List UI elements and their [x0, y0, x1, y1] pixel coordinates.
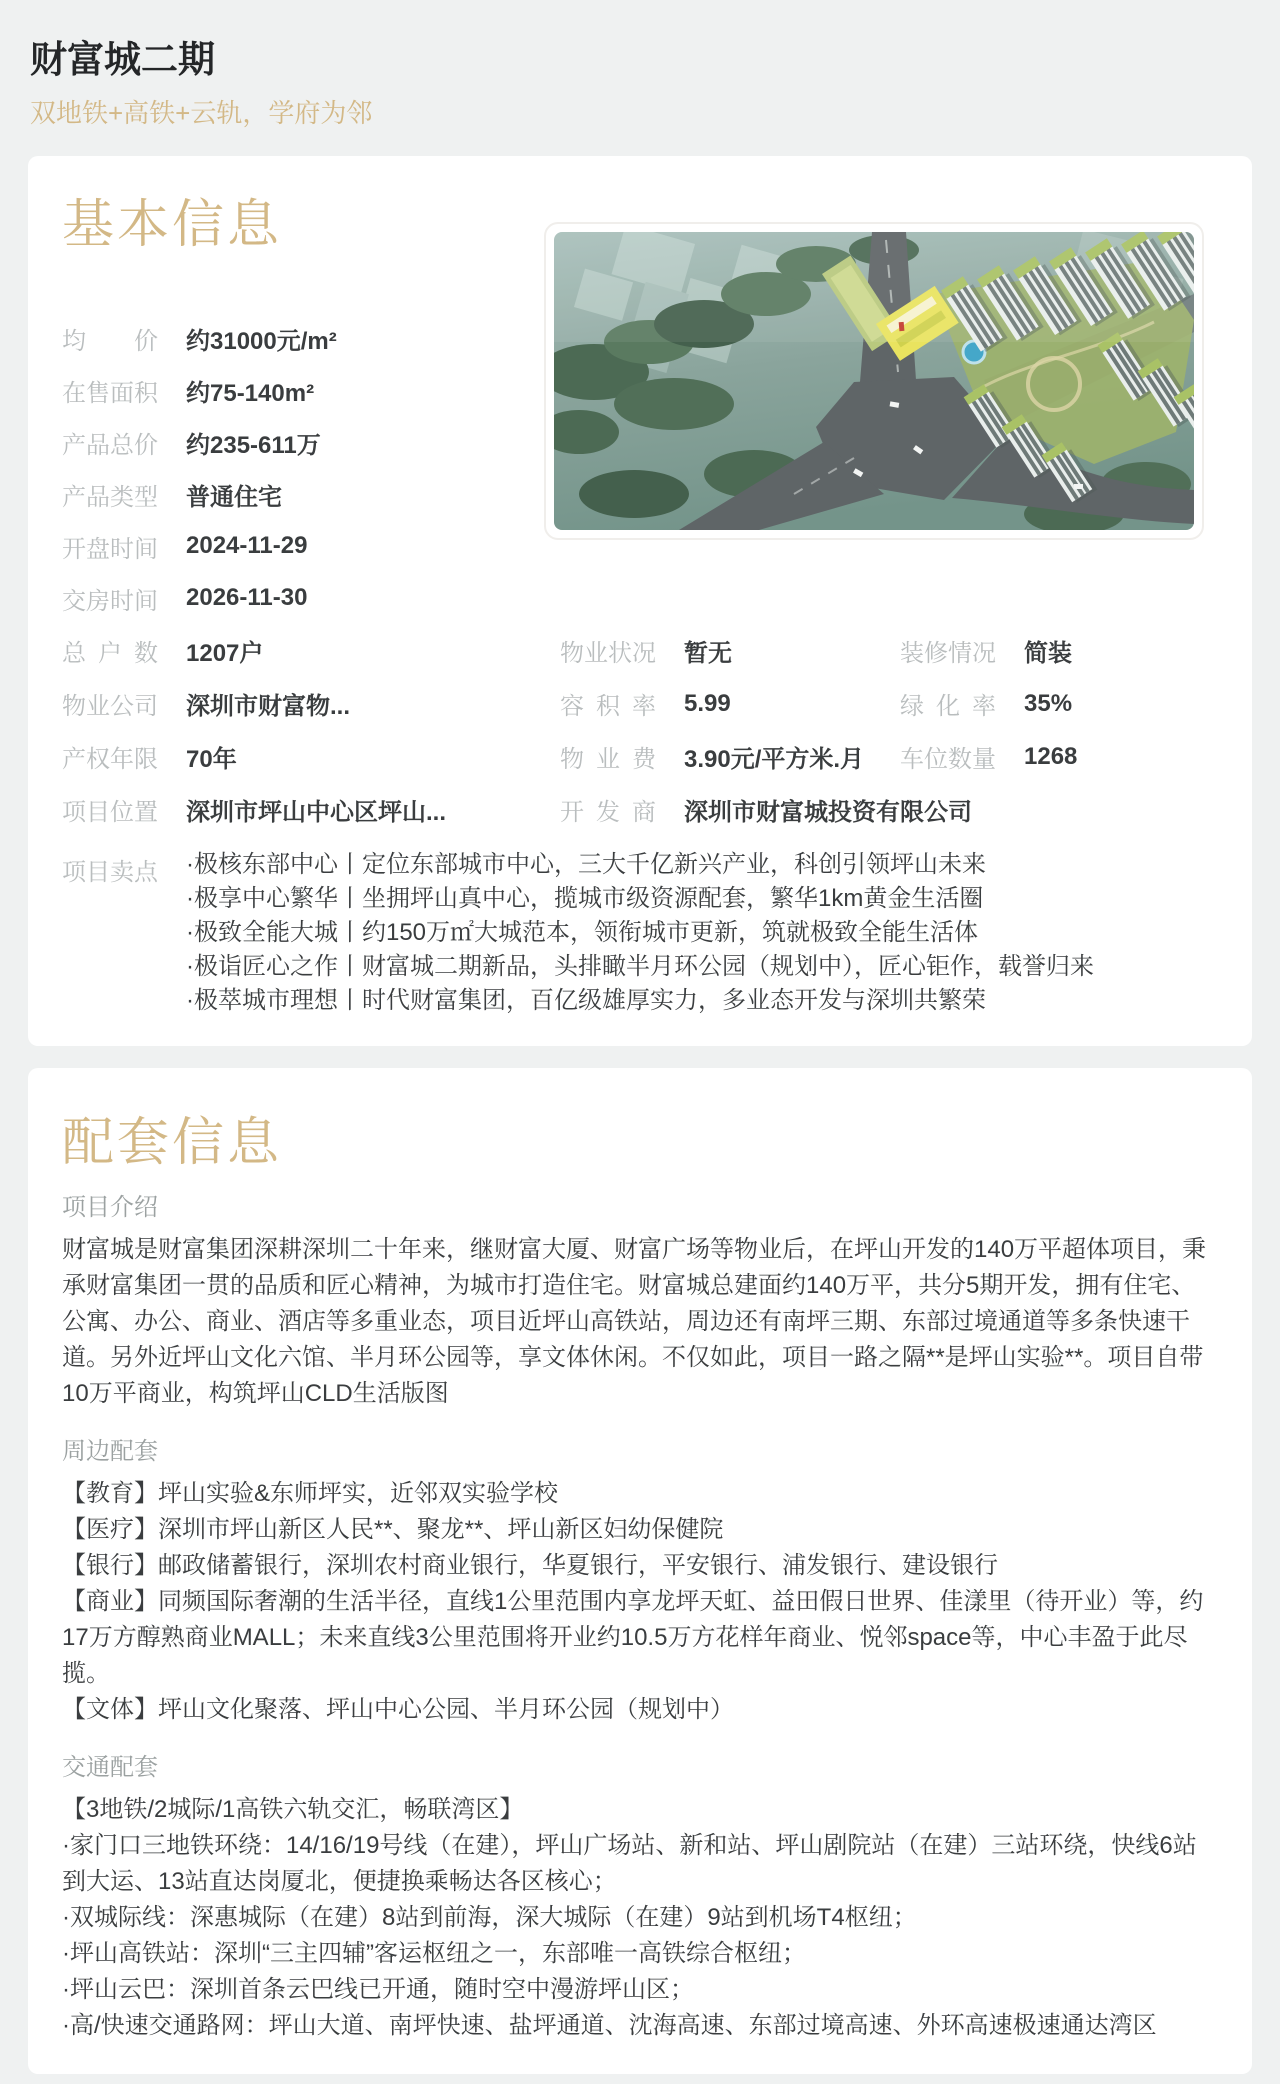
- field-value: 1268: [1024, 742, 1078, 770]
- info-field: [560, 624, 900, 677]
- info-field: [62, 416, 542, 468]
- info-field: [62, 624, 560, 677]
- basic-info-card: [28, 156, 1252, 1046]
- field-label: 物业公司: [62, 693, 158, 720]
- nearby-item: 【教育】坪山实验&东师坪实，近邻双实验学校: [62, 1480, 559, 1507]
- page-header: [0, 0, 1280, 130]
- field-label: 交房时间: [62, 587, 158, 615]
- transport-item: ·坪山云巴：深圳首条云巴线已开通，随时空中漫游坪山区；: [62, 1976, 694, 2003]
- field-label: 绿化率: [900, 693, 996, 720]
- info-field: [900, 730, 1216, 783]
- field-label: 产权年限: [62, 746, 158, 773]
- field-label: 开盘时间: [62, 535, 158, 563]
- transport-item: ·坪山高铁站：深圳“三主四辅”客运枢纽之一，东部唯一高铁综合枢纽；: [62, 1940, 806, 1967]
- selling-point-item: ·极诣匠心之作丨财富城二期新品，头排瞰半月环公园（规划中），匠心钜作，载誉归来: [186, 953, 1094, 980]
- field-value: 35%: [1024, 689, 1073, 717]
- selling-points-label: 项目卖点: [62, 859, 158, 886]
- info-field: [62, 468, 542, 520]
- page-subtitle: 双地铁+高铁+云轨，学府为邻: [30, 98, 373, 128]
- field-label: 开发商: [560, 799, 656, 826]
- nearby-item: 【文体】坪山文化聚落、坪山中心公园、半月环公园（规划中）: [62, 1696, 734, 1723]
- selling-point-item: ·极核东部中心丨定位东部城市中心，三大千亿新兴产业，科创引领坪山未来: [186, 851, 986, 878]
- selling-points-list: [186, 848, 1094, 1018]
- selling-point-item: ·极致全能大城丨约150万㎡大城范本，领衔城市更新，筑就极致全能生活体: [186, 919, 979, 946]
- field-value: 2026-11-30: [186, 584, 308, 611]
- transport-facilities-label: 交通配套: [62, 1754, 158, 1781]
- field-value: 2024-11-29: [186, 532, 308, 559]
- info-field: [560, 783, 1216, 836]
- nearby-item: 【银行】邮政储蓄银行，深圳农村商业银行，华夏银行，平安银行、浦发银行、建设银行: [62, 1552, 998, 1579]
- info-field: [900, 677, 1216, 730]
- basic-info-heading: 基本信息: [62, 196, 283, 254]
- field-value: 深圳市坪山中心区坪山...: [186, 799, 447, 826]
- transport-item: ·双城际线：深惠城际（在建）8站到前海，深大城际（在建）9站到机场T4枢纽；: [62, 1904, 917, 1931]
- field-label: 总户数: [62, 640, 158, 667]
- info-field: [62, 364, 542, 416]
- field-label: 车位数量: [900, 746, 996, 773]
- property-rendering-thumbnail[interactable]: [544, 222, 1204, 540]
- field-value: 深圳市财富物...: [186, 693, 351, 720]
- selling-point-item: ·极萃城市理想丨时代财富集团，百亿级雄厚实力，多业态开发与深圳共繁荣: [186, 987, 986, 1014]
- transport-item: ·高/快速交通路网：坪山大道、南坪快速、盐坪通道、沈海高速、东部过境高速、外环高速极速通达湾区: [62, 2012, 1157, 2039]
- page-title: 财富城二期: [30, 39, 215, 80]
- project-intro-label: 项目介绍: [62, 1194, 158, 1221]
- field-label: 产品总价: [62, 431, 158, 459]
- info-field: [62, 572, 542, 624]
- nearby-facilities-label: 周边配套: [62, 1438, 158, 1465]
- info-field: [560, 730, 900, 783]
- field-label: 装修情况: [900, 640, 996, 667]
- field-value: 5.99: [684, 689, 731, 717]
- selling-point-item: ·极享中心繁华丨坐拥坪山真中心，揽城市级资源配套，繁华1km黄金生活圈: [186, 885, 984, 912]
- nearby-facilities-list: [62, 1476, 1212, 1728]
- info-field: [62, 730, 560, 783]
- project-intro-text: 财富城是财富集团深耕深圳二十年来，继财富大厦、财富广场等物业后，在坪山开发的140万平超体项目，秉承财富集团一贯的品质和匠心精神，为城市打造住宅。财富城总建面约140万平，共分5期开发，拥有住宅、公寓、办公、商业、酒店等多重业态，项目近坪山高铁站，周边还有南坪三期、东部过境通道等多条快速干道。另外近坪山文化六馆、半月环公园等，享文体休闲。不仅如此，项目一路之隔**是坪山实验**。项目自带10万平商业，构筑坪山CLD生活版图: [62, 1236, 1207, 1407]
- field-label: 项目位置: [62, 799, 158, 826]
- info-field: [62, 520, 542, 572]
- field-value: 暂无: [684, 640, 732, 667]
- info-field: [560, 677, 900, 730]
- field-label: 产品类型: [62, 483, 158, 511]
- field-value: 70年: [186, 746, 237, 773]
- aerial-rendering-image: [554, 232, 1194, 530]
- facilities-card: [28, 1068, 1252, 2074]
- field-value: 3.90元/平方米.月: [684, 746, 865, 773]
- field-value: 1207户: [186, 640, 264, 667]
- info-field: [62, 312, 542, 364]
- nearby-item: 【商业】同频国际奢潮的生活半径，直线1公里范围内享龙坪天虹、益田假日世界、佳漾里（待开业）等，约17万方醇熟商业MALL；未来直线3公里范围将开业约10.5万方花样年商业、悦邻space等，中心丰盈于此尽揽。: [62, 1588, 1204, 1687]
- field-label: 在售面积: [62, 379, 158, 407]
- basic-info-left-column: [62, 312, 542, 624]
- field-value: 约235-611万: [186, 431, 321, 459]
- field-label: 物业费: [560, 746, 656, 773]
- field-value: 普通住宅: [186, 483, 282, 511]
- field-label: 均价: [62, 327, 158, 355]
- field-value: 简装: [1024, 640, 1072, 667]
- transport-facilities-list: [62, 1792, 1212, 2044]
- info-field: [62, 783, 560, 836]
- selling-points-block: [62, 848, 1216, 1018]
- basic-info-grid: [62, 624, 1216, 836]
- transport-item: ·家门口三地铁环绕：14/16/19号线（在建），坪山广场站、新和站、坪山剧院站（在建）三站环绕，快线6站到大运、13站直达岗厦北，便捷换乘畅达各区核心；: [62, 1832, 1197, 1895]
- nearby-item: 【医疗】深圳市坪山新区人民**、聚龙**、坪山新区妇幼保健院: [62, 1516, 724, 1543]
- field-label: 容积率: [560, 693, 656, 720]
- field-value: 约75-140m²: [186, 379, 315, 407]
- transport-item: 【3地铁/2城际/1高铁六轨交汇，畅联湾区】: [62, 1796, 524, 1823]
- field-label: 物业状况: [560, 640, 656, 667]
- field-value: 约31000元/m²: [186, 327, 337, 355]
- info-field: [900, 624, 1216, 677]
- info-field: [62, 677, 560, 730]
- facilities-heading: 配套信息: [62, 1114, 283, 1172]
- field-value: 深圳市财富城投资有限公司: [684, 799, 972, 826]
